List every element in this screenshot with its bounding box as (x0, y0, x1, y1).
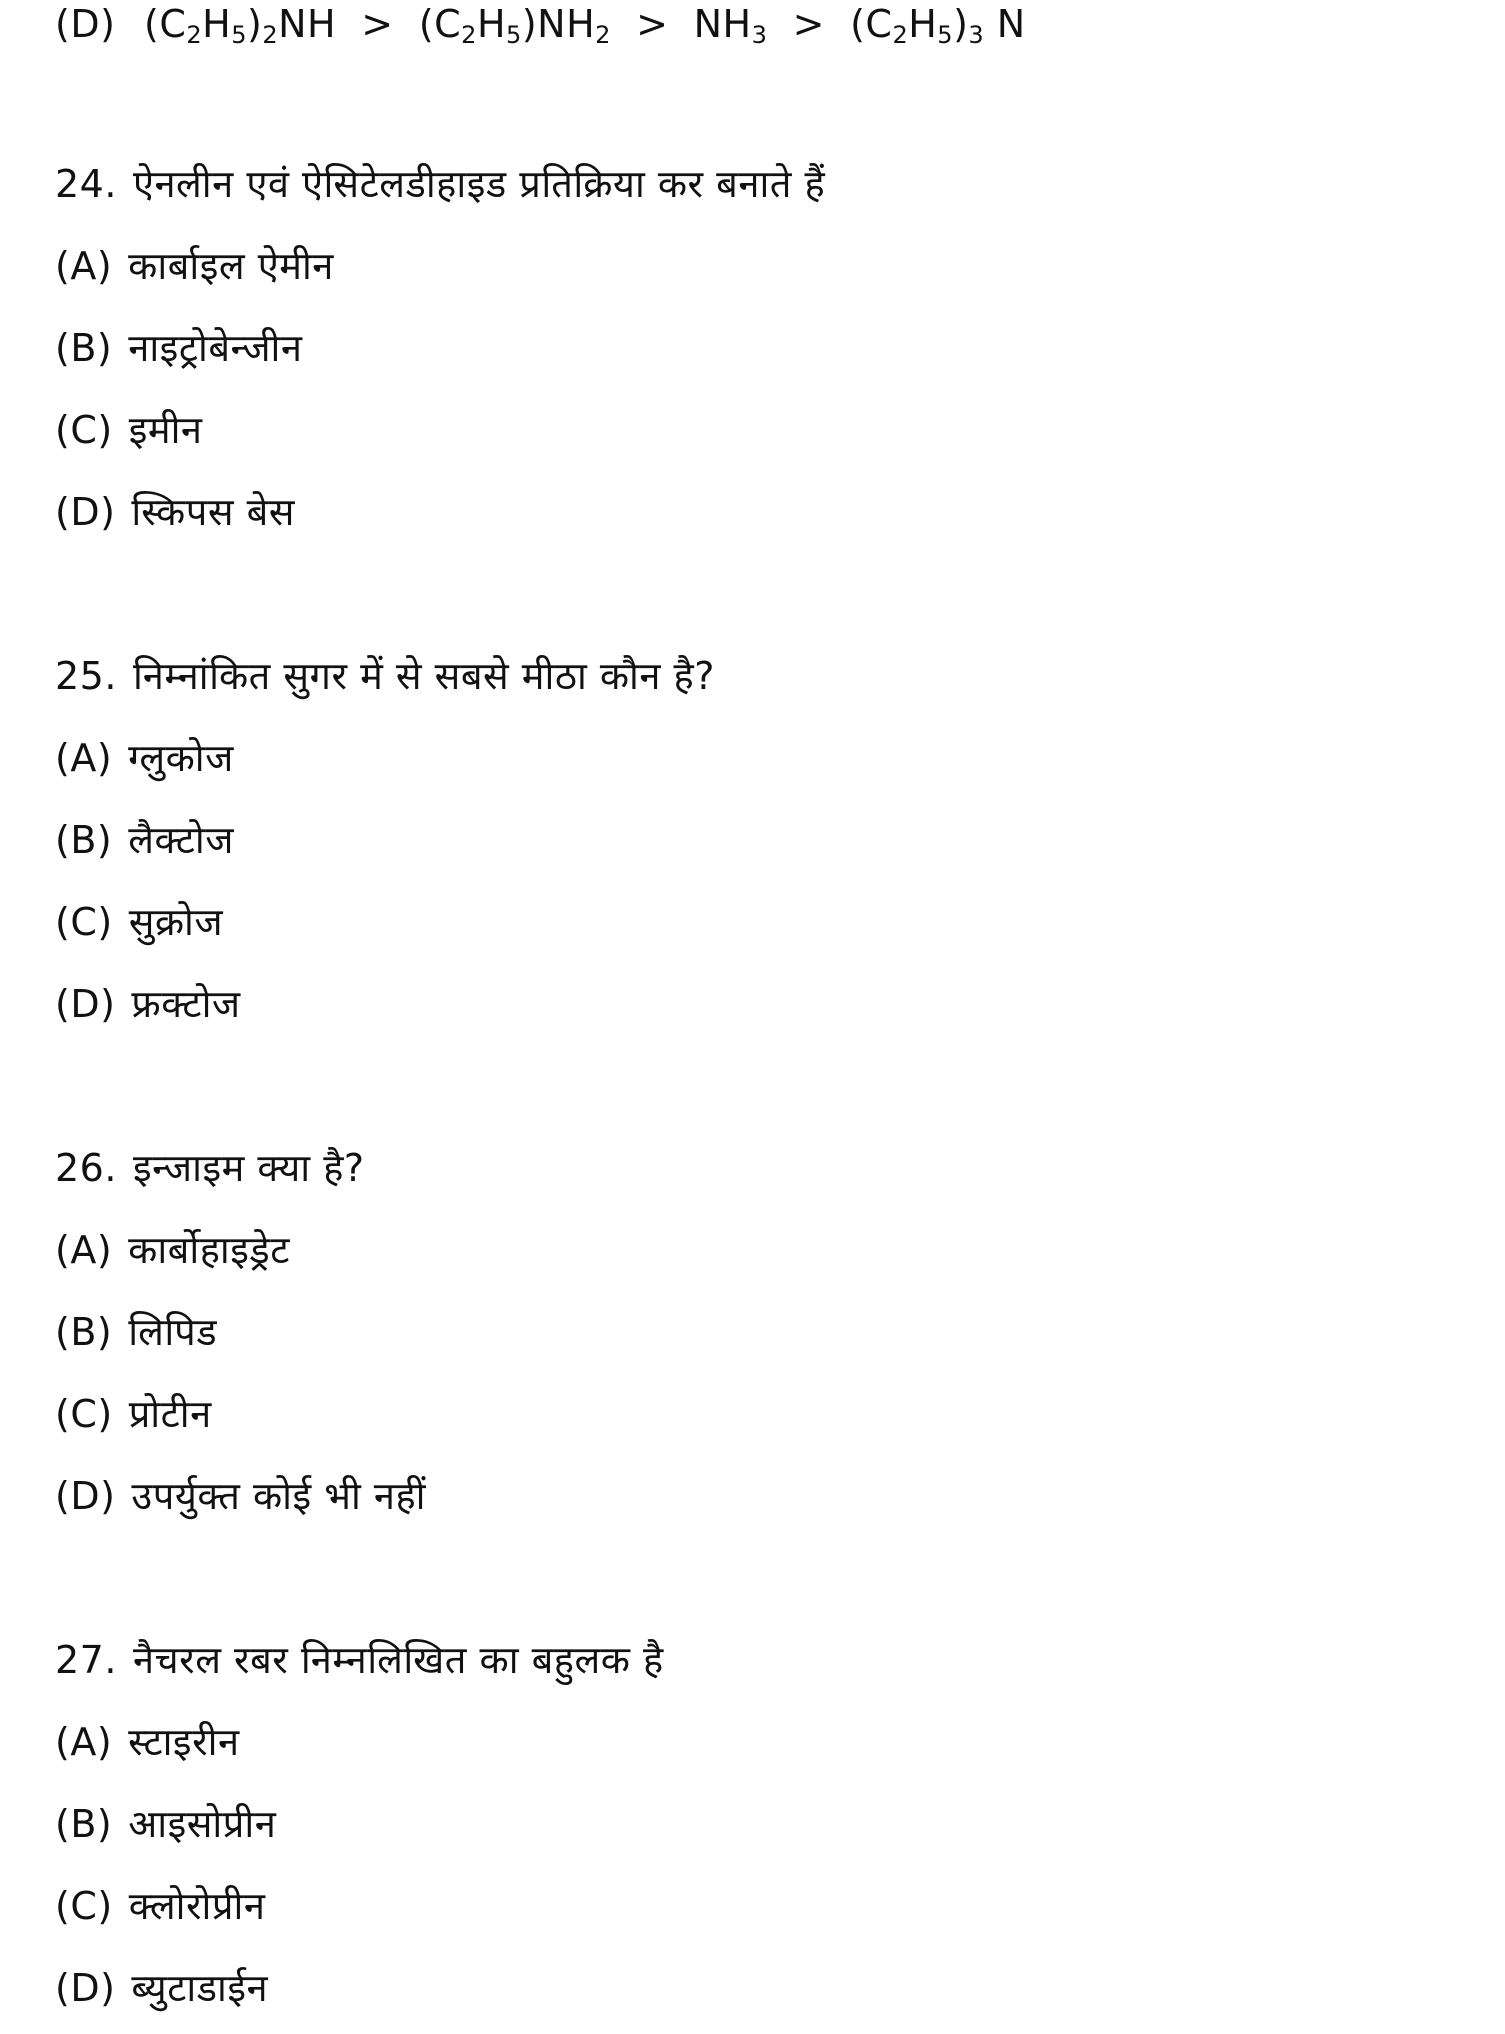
option-label: (B) (55, 326, 113, 370)
option-label: (C) (55, 900, 113, 944)
option-text: स्किपस बेस (131, 490, 295, 534)
option-item (55, 1964, 268, 2012)
formula-subscript: 2 (262, 21, 279, 49)
option-label: (A) (55, 736, 113, 780)
question-number: 27. (55, 1638, 117, 1682)
option-label: (A) (55, 1720, 113, 1764)
formula-subscript: 3 (968, 21, 985, 49)
option-text: प्रोटीन (128, 1392, 212, 1436)
option-label: (D) (55, 2, 116, 46)
greater-than-sign: > (361, 2, 394, 46)
option-label: (D) (55, 1966, 116, 2010)
option-item (55, 1800, 276, 1848)
option-item (55, 1718, 240, 1766)
question-text: इन्जाइम क्या है? (132, 1146, 365, 1190)
option-label: (C) (55, 1392, 113, 1436)
formula-part: (C (144, 2, 187, 46)
formula-part: (C (418, 2, 462, 46)
option-item (55, 324, 302, 372)
option-item (55, 980, 241, 1028)
option-text: लैक्टोज (128, 818, 234, 862)
option-item (55, 1390, 212, 1438)
option-text: सुक्रोज (128, 900, 224, 944)
option-label: (A) (55, 1228, 113, 1272)
formula-subscript: 5 (506, 21, 522, 49)
option-item (55, 242, 334, 290)
formula-subscript: 5 (937, 21, 954, 49)
option-text: ग्लुकोज (128, 736, 234, 780)
question-26 (55, 1144, 365, 1192)
greater-than-sign: > (792, 2, 825, 46)
formula-subscript: 2 (461, 21, 477, 49)
question-number: 25. (55, 654, 117, 698)
question-text: निम्नांकित सुगर में से सबसे मीठा कौन है? (132, 654, 715, 698)
carryover-option-d (55, 0, 1026, 48)
option-item (55, 1308, 217, 1356)
question-number: 24. (55, 162, 117, 206)
option-label: (D) (55, 1474, 116, 1518)
option-item (55, 1882, 265, 1930)
option-label: (B) (55, 1310, 113, 1354)
greater-than-sign: > (636, 2, 669, 46)
option-text: कार्बाइल ऐमीन (128, 244, 334, 288)
option-text: ब्युटाडाईन (131, 1966, 269, 2010)
formula-part: ) (953, 2, 969, 46)
option-item (55, 898, 223, 946)
option-label: (C) (55, 1884, 113, 1928)
question-text: नैचरल रबर निम्नलिखित का बहुलक है (132, 1638, 664, 1682)
question-25 (55, 652, 715, 700)
formula-part: N (996, 2, 1026, 46)
question-24 (55, 160, 825, 208)
option-item (55, 816, 234, 864)
formula-part: ) (247, 2, 263, 46)
option-item (55, 488, 295, 536)
option-label: (D) (55, 982, 116, 1026)
formula-subscript: 3 (751, 21, 768, 49)
option-text: स्टाइरीन (128, 1720, 240, 1764)
option-label: (B) (55, 1802, 113, 1846)
option-text: नाइट्रोबेन्जीन (128, 326, 303, 370)
option-text: क्लोरोप्रीन (128, 1884, 266, 1928)
option-text: लिपिड (128, 1310, 218, 1354)
option-text: उपर्युक्त कोई भी नहीं (131, 1474, 426, 1518)
formula-subscript: 5 (231, 21, 248, 49)
option-label: (C) (55, 408, 113, 452)
option-label: (B) (55, 818, 113, 862)
formula-part: H (908, 2, 938, 46)
formula-part: H (476, 2, 507, 46)
option-item (55, 1226, 290, 1274)
question-number: 26. (55, 1146, 117, 1190)
option-item (55, 406, 203, 454)
option-text: आइसोप्रीन (128, 1802, 277, 1846)
formula-part: NH (693, 2, 752, 46)
option-item (55, 734, 234, 782)
formula-part: (C (850, 2, 893, 46)
option-text: फ्रक्टोज (131, 982, 241, 1026)
option-text: इमीन (128, 408, 203, 452)
formula-subscript: 2 (186, 21, 203, 49)
option-label: (D) (55, 490, 116, 534)
question-text: ऐनलीन एवं ऐसिटेलडीहाइड प्रतिक्रिया कर बनाते हैं (132, 162, 826, 206)
option-text: कार्बोहाइड्रेट (128, 1228, 290, 1272)
formula-part: H (202, 2, 232, 46)
formula-part: NH (278, 2, 337, 46)
formula-subscript: 2 (595, 21, 611, 49)
option-label: (A) (55, 244, 113, 288)
formula-part: )NH (521, 2, 596, 46)
question-27 (55, 1636, 664, 1684)
option-item (55, 1472, 426, 1520)
formula-subscript: 2 (892, 21, 909, 49)
